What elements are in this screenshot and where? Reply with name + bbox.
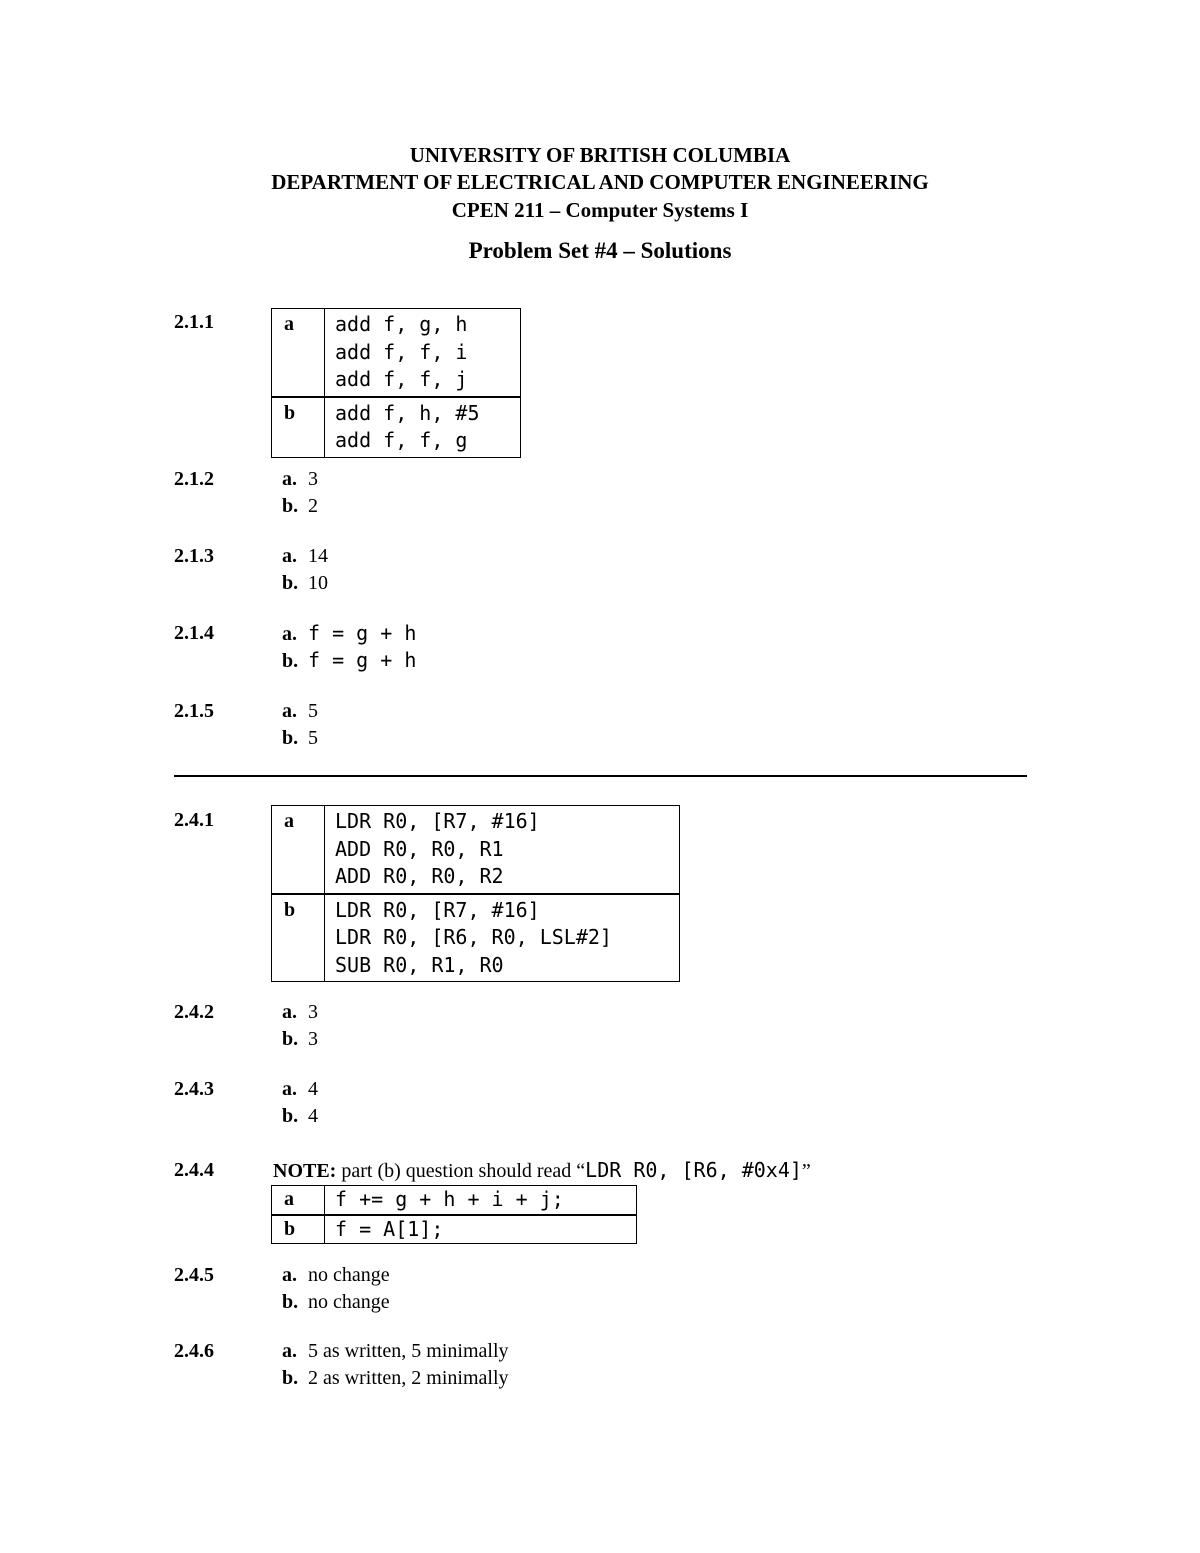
answer-b (282, 725, 318, 752)
answer-b (282, 570, 328, 597)
code-line: SUB R0, R1, R0 (335, 952, 504, 977)
code-cell (325, 895, 612, 982)
answer-label: a. (282, 700, 297, 722)
question-number: 2.1.1 (174, 311, 214, 333)
course-name: CPEN 211 – Computer Systems I (451, 198, 749, 222)
answer-a (282, 1076, 318, 1103)
code-line: add f, f, j (335, 367, 468, 391)
answer-value: 2 (308, 495, 318, 517)
answer-value: f = g + h (308, 621, 417, 645)
table-row (272, 396, 520, 457)
answer-value: 4 (308, 1105, 318, 1127)
answer-value: 5 (308, 700, 318, 722)
answer-label: a. (282, 1001, 297, 1023)
answer-label: a. (282, 545, 297, 567)
row-label: a (272, 1186, 325, 1214)
question-number: 2.4.2 (174, 1001, 214, 1023)
answer-label: a. (282, 468, 297, 490)
question-number: 2.4.3 (174, 1078, 214, 1100)
answer-a (282, 1338, 509, 1365)
answer-value: no change (308, 1291, 390, 1313)
question-number: 2.1.3 (174, 545, 214, 567)
answer-label: b. (282, 727, 299, 749)
code-line: f = A[1]; (335, 1216, 444, 1241)
code-line: ADD R0, R0, R2 (335, 864, 504, 888)
question-number: 2.4.4 (174, 1159, 214, 1181)
answer-b (282, 1365, 509, 1392)
code-line: LDR R0, [R7, #16] (335, 809, 540, 833)
question-number: 2.1.4 (174, 622, 214, 644)
row-label: b (272, 398, 325, 457)
code-line: ADD R0, R0, R1 (335, 836, 504, 861)
table-row (272, 806, 679, 893)
note-body: part (b) question should read “ (336, 1160, 586, 1182)
answer-value: 5 as written, 5 minimally (308, 1340, 509, 1362)
row-label: a (272, 309, 325, 396)
answer-b (282, 647, 416, 675)
answer-table-2-4-1 (271, 805, 680, 982)
department-name: DEPARTMENT OF ELECTRICAL AND COMPUTER ENGINEERING (271, 170, 929, 194)
code-line: add f, h, #5 (335, 400, 480, 425)
answer-a (282, 999, 318, 1026)
code-line: LDR R0, [R7, #16] (335, 897, 540, 922)
note-text (273, 1157, 811, 1185)
question-number: 2.4.6 (174, 1340, 214, 1362)
answer-b (282, 493, 318, 520)
answer-value: 3 (308, 1028, 318, 1050)
answer-label: b. (282, 650, 299, 672)
answer-value: 3 (308, 468, 318, 490)
university-name: UNIVERSITY OF BRITISH COLUMBIA (409, 143, 791, 167)
code-line: add f, g, h (335, 312, 468, 336)
note-code: LDR R0, [R6, #0x4] (585, 1158, 802, 1182)
code-cell (325, 806, 540, 893)
page-title: Problem Set #4 – Solutions (468, 238, 732, 263)
answer-label: b. (282, 1291, 299, 1313)
note-end: ” (801, 1160, 811, 1182)
row-label: a (272, 806, 325, 893)
answer-label: b. (282, 1028, 299, 1050)
row-label: b (272, 895, 325, 982)
answer-value: 2 as written, 2 minimally (308, 1367, 509, 1389)
answer-value: 10 (308, 572, 328, 594)
section-divider (174, 775, 1027, 777)
answer-value: 4 (308, 1078, 318, 1100)
code-line: f += g + h + i + j; (335, 1187, 564, 1211)
answer-label: b. (282, 1367, 299, 1389)
code-cell (325, 309, 467, 396)
answer-a (282, 543, 328, 570)
question-number: 2.1.5 (174, 700, 214, 722)
note-label: NOTE: (273, 1160, 337, 1182)
answer-label: b. (282, 1105, 299, 1127)
answer-value: 5 (308, 727, 318, 749)
answer-value: no change (308, 1264, 390, 1286)
question-number: 2.4.1 (174, 809, 214, 831)
table-row (272, 893, 679, 982)
code-cell (325, 1186, 564, 1214)
table-row (272, 1186, 636, 1214)
answer-value: 3 (308, 1001, 318, 1023)
table-row (272, 309, 520, 396)
answer-a (282, 466, 318, 493)
answer-label: a. (282, 1340, 297, 1362)
question-number: 2.1.2 (174, 468, 214, 490)
answer-label: a. (282, 1264, 297, 1286)
answer-label: a. (282, 1078, 297, 1100)
answer-b (282, 1289, 390, 1316)
answer-label: b. (282, 495, 299, 517)
answer-table-2-1-1 (271, 308, 521, 458)
code-line: add f, f, i (335, 339, 468, 364)
answer-b (282, 1103, 318, 1130)
table-row (272, 1214, 636, 1244)
answer-a (282, 620, 416, 648)
question-number: 2.4.5 (174, 1264, 214, 1286)
answer-label: b. (282, 572, 299, 594)
answer-value: 14 (308, 545, 328, 567)
code-line: add f, f, g (335, 428, 468, 452)
answer-label: a. (282, 623, 297, 645)
answer-a (282, 698, 318, 725)
answer-table-2-4-4 (271, 1185, 637, 1244)
answer-b (282, 1026, 318, 1053)
code-line: LDR R0, [R6, R0, LSL#2] (335, 925, 612, 949)
code-cell (325, 1216, 443, 1244)
row-label: b (272, 1216, 325, 1244)
answer-a (282, 1262, 390, 1289)
code-cell (325, 398, 480, 457)
answer-value: f = g + h (308, 648, 417, 672)
